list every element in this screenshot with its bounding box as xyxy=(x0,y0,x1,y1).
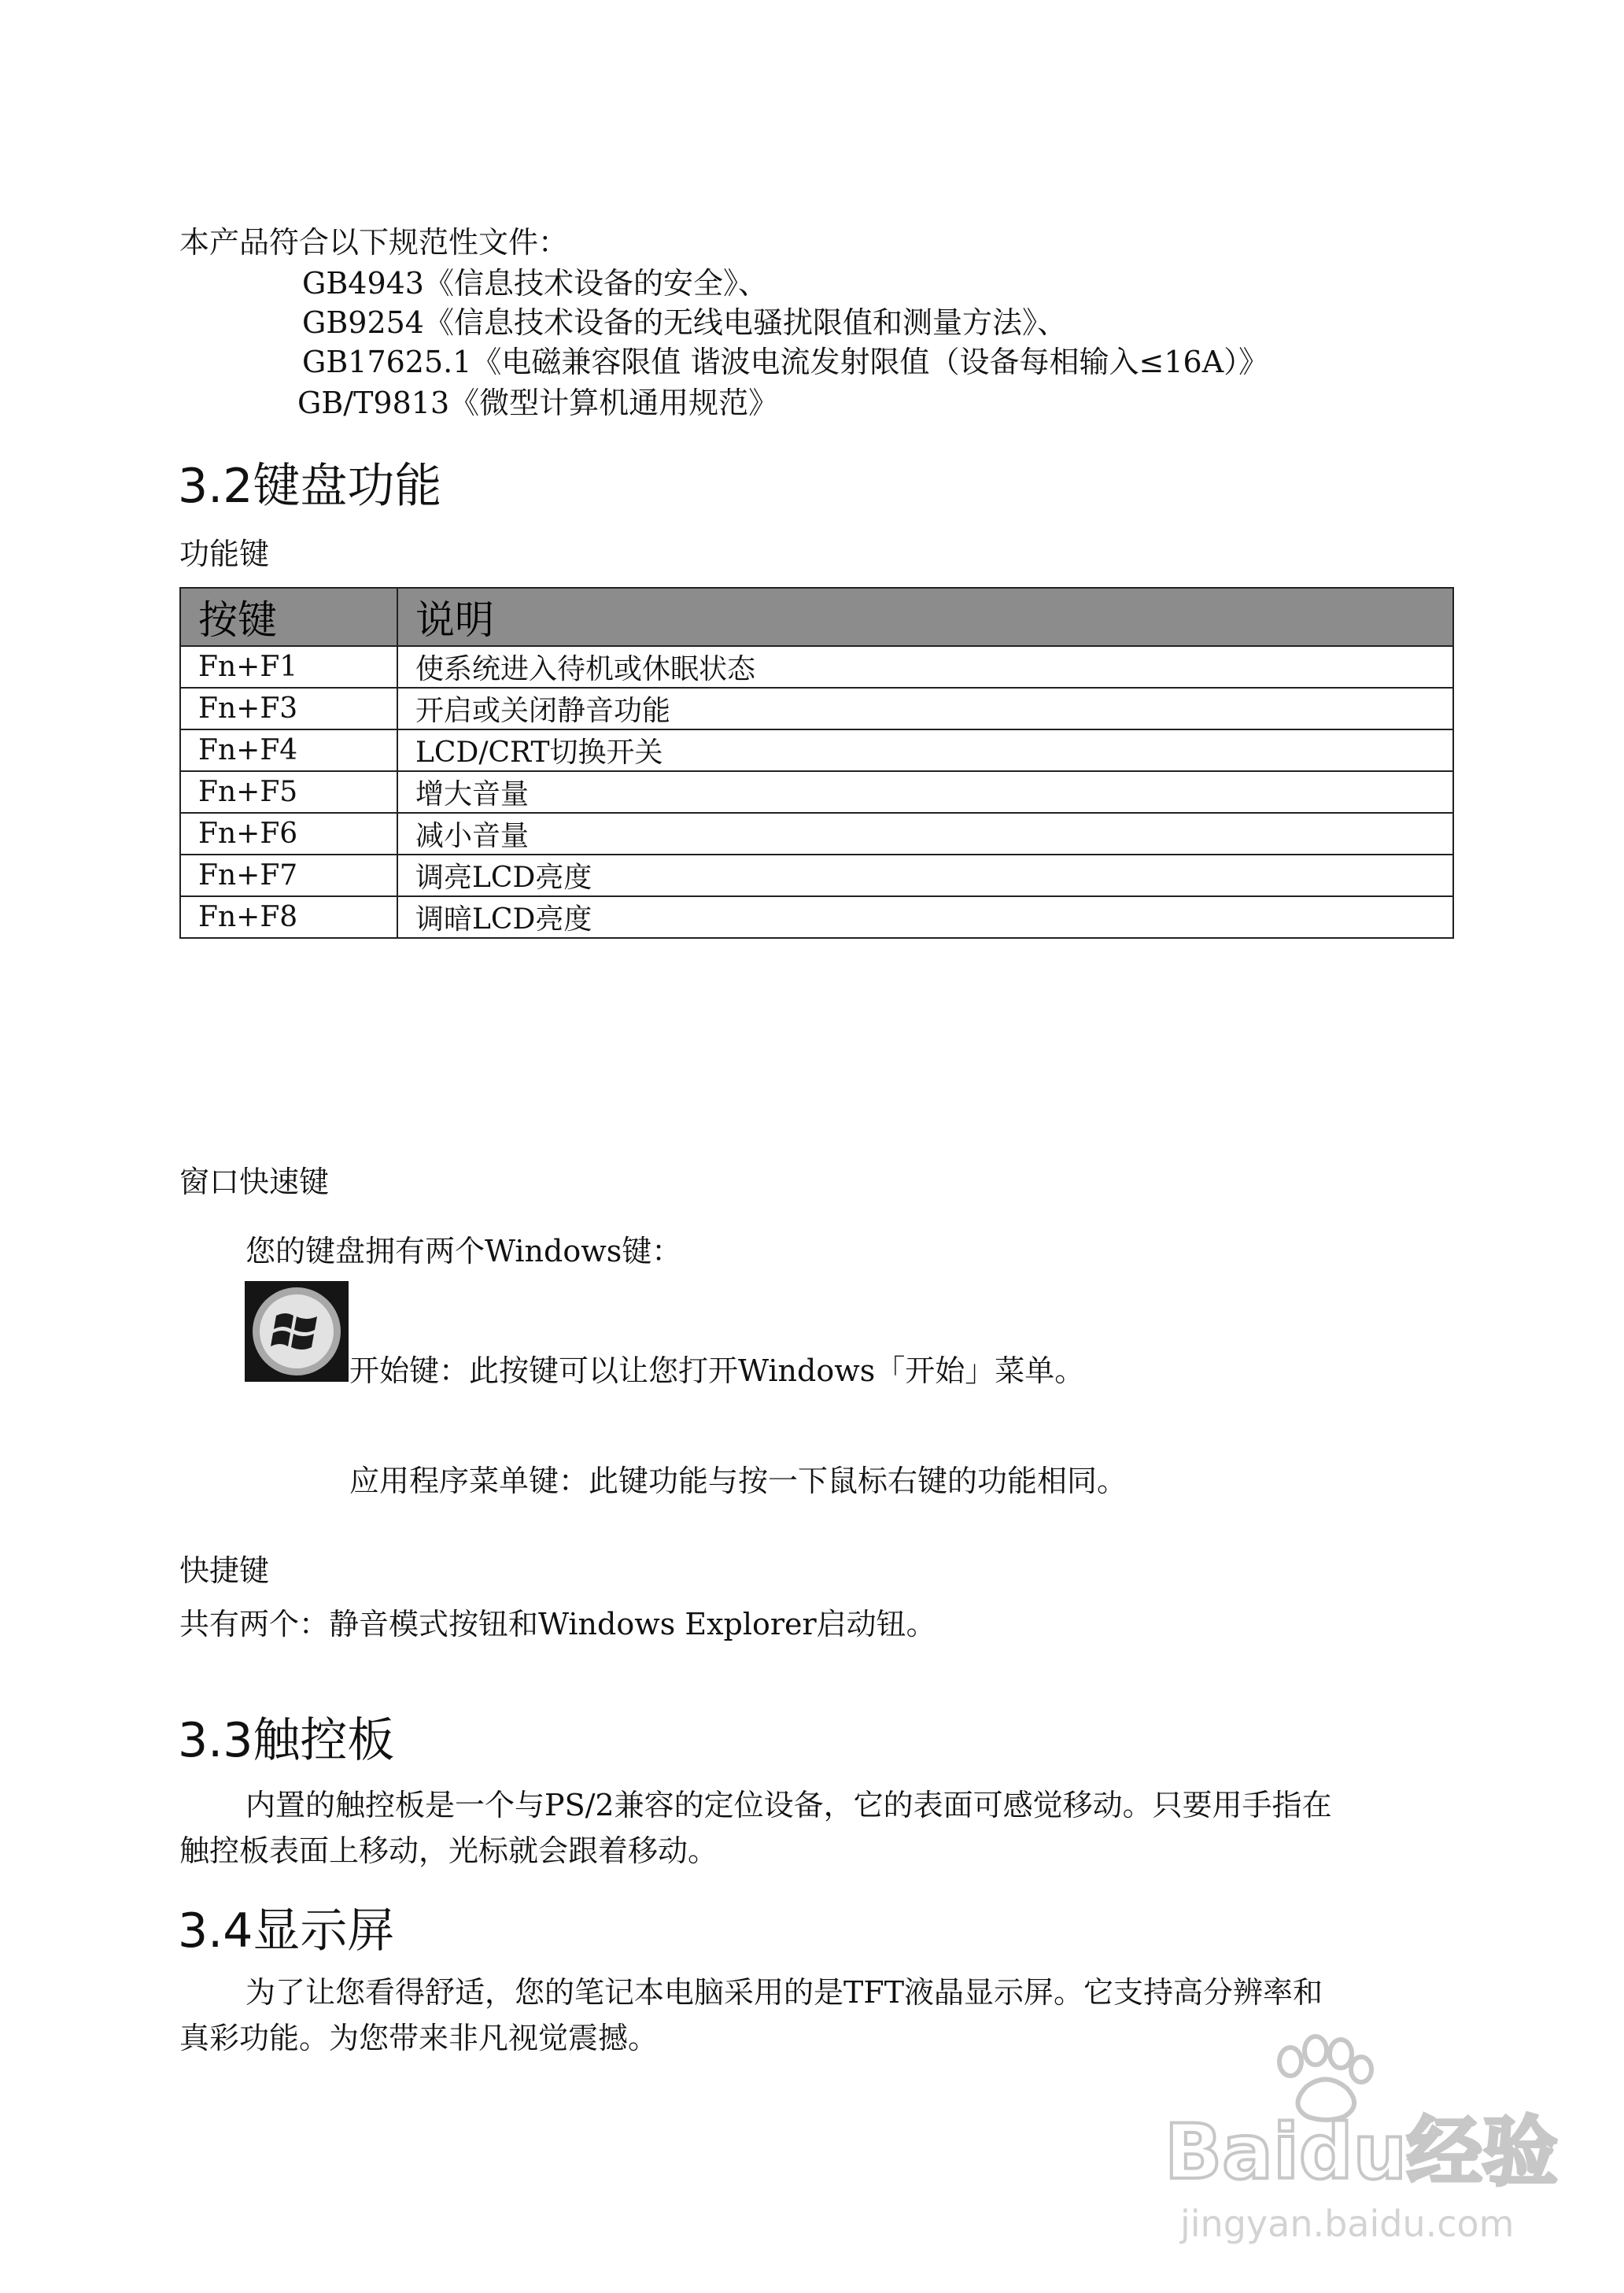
key-cell: Fn+F1 xyxy=(180,646,397,688)
subheading-hotkeys: 快捷键 xyxy=(179,1553,270,1588)
description-cell: 增大音量 xyxy=(397,771,1453,813)
function-keys-table xyxy=(179,587,1454,939)
table-row xyxy=(180,855,1453,896)
display-paragraph-line1: 为了让您看得舒适，您的笔记本电脑采用的是TFT液晶显示屏。它支持高分辨率和 xyxy=(245,1975,1323,2010)
section-heading-display: 3.4显示屏 xyxy=(178,1903,395,1959)
key-cell: Fn+F3 xyxy=(180,688,397,729)
description-cell: 调亮LCD亮度 xyxy=(397,855,1453,896)
standard-item: GB9254《信息技术设备的无线电骚扰限值和测量方法》、 xyxy=(302,305,1067,340)
standards-intro: 本产品符合以下规范性文件： xyxy=(179,225,569,260)
description-cell: 减小音量 xyxy=(397,813,1453,855)
column-header-key: 按键 xyxy=(180,588,397,646)
section-heading-touchpad: 3.3触控板 xyxy=(178,1713,395,1768)
standard-item: GB17625.1《电磁兼容限值 谐波电流发射限值（设备每相输入≤16A）》 xyxy=(302,345,1269,379)
watermark-brand: Baidu经验 xyxy=(1164,2108,1558,2196)
table-row xyxy=(180,646,1453,688)
key-cell: Fn+F6 xyxy=(180,813,397,855)
column-header-description: 说明 xyxy=(397,588,1453,646)
display-paragraph-line2: 真彩功能。为您带来非凡视觉震撼。 xyxy=(179,2021,659,2055)
key-cell: Fn+F7 xyxy=(180,855,397,896)
windows-start-key-icon xyxy=(245,1281,349,1382)
table-header-row xyxy=(180,588,1453,646)
touchpad-paragraph-line2: 触控板表面上移动，光标就会跟着移动。 xyxy=(179,1833,718,1868)
table-row xyxy=(180,771,1453,813)
baidu-watermark xyxy=(1133,2030,1574,2266)
description-cell: 调暗LCD亮度 xyxy=(397,896,1453,938)
description-cell: 使系统进入待机或休眠状态 xyxy=(397,646,1453,688)
window-keys-intro: 您的键盘拥有两个Windows键： xyxy=(245,1234,682,1268)
start-key-description: 开始键：此按键可以让您打开Windows「开始」菜单。 xyxy=(349,1353,1085,1388)
table-row xyxy=(180,896,1453,938)
paw-icon xyxy=(1133,2030,1574,2266)
key-cell: Fn+F8 xyxy=(180,896,397,938)
subheading-function-keys: 功能键 xyxy=(179,537,270,571)
key-cell: Fn+F5 xyxy=(180,771,397,813)
description-cell: LCD/CRT切换开关 xyxy=(397,729,1453,771)
app-menu-key-description: 应用程序菜单键：此键功能与按一下鼠标右键的功能相同。 xyxy=(349,1464,1128,1498)
subheading-window-keys: 窗口快速键 xyxy=(179,1165,330,1199)
table-row xyxy=(180,813,1453,855)
key-cell: Fn+F4 xyxy=(180,729,397,771)
standard-item: GB4943《信息技术设备的安全》、 xyxy=(302,266,768,301)
touchpad-paragraph-line1: 内置的触控板是一个与PS/2兼容的定位设备，它的表面可感觉移动。只要用手指在 xyxy=(245,1788,1332,1822)
watermark-url: jingyan.baidu.com xyxy=(1180,2203,1515,2245)
table-row xyxy=(180,688,1453,729)
standard-item: GB/T9813《微型计算机通用规范》 xyxy=(297,386,779,420)
hotkeys-text: 共有两个：静音模式按钮和Windows Explorer启动钮。 xyxy=(179,1607,936,1641)
table-row xyxy=(180,729,1453,771)
description-cell: 开启或关闭静音功能 xyxy=(397,688,1453,729)
section-heading-keyboard: 3.2键盘功能 xyxy=(178,459,442,514)
